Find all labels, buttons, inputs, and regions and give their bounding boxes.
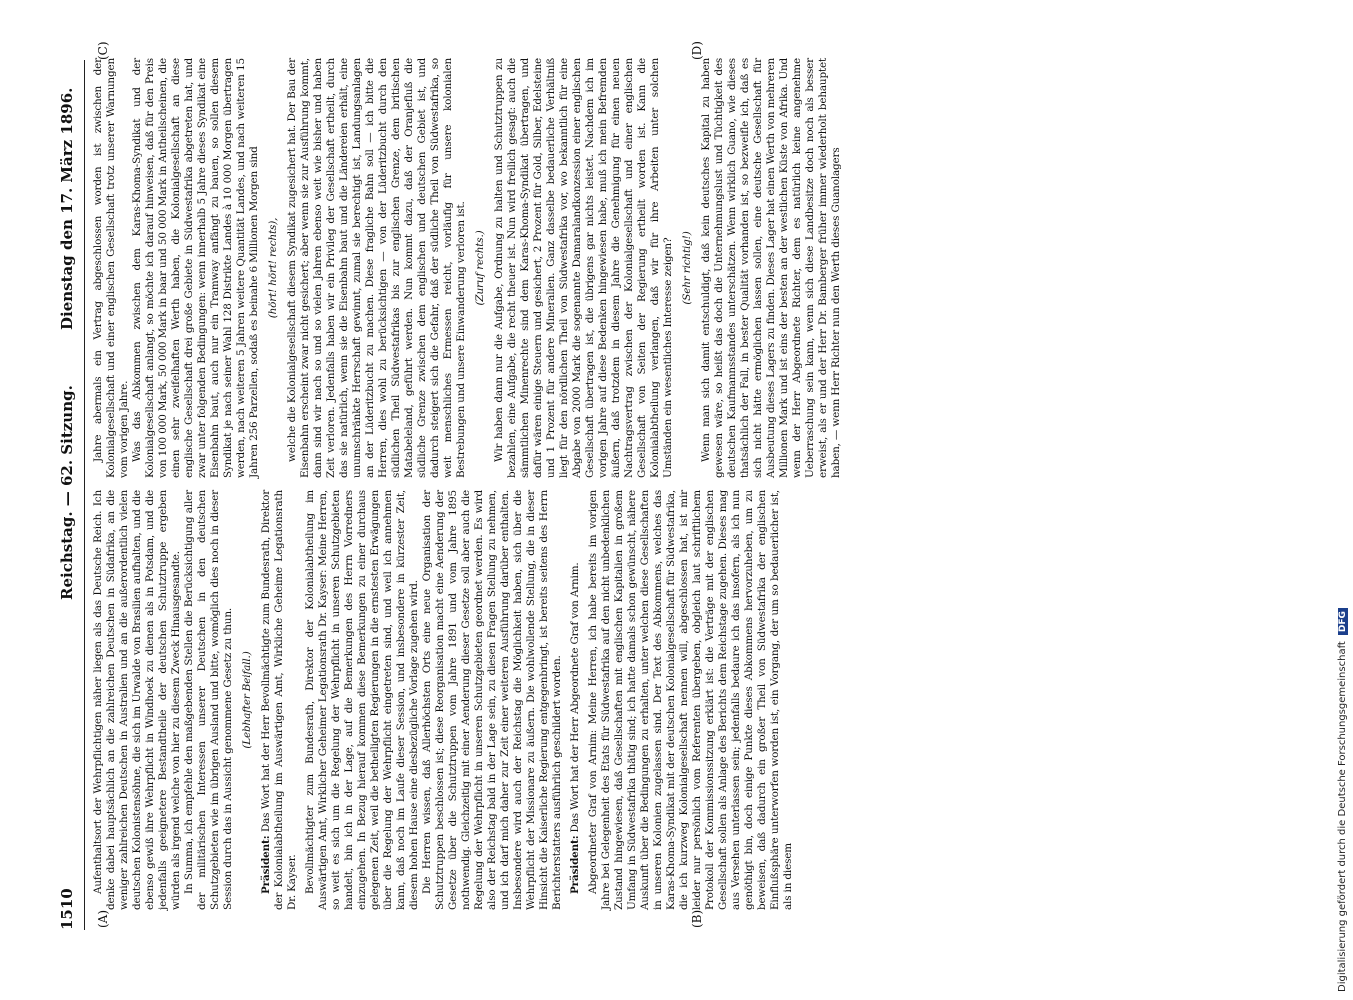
- interjection: (hört! hört! rechts),: [267, 217, 279, 319]
- digitization-credit: [1337, 7, 1351, 992]
- dfg-logo: DFG: [1338, 608, 1348, 635]
- margin-letter-b: (B): [690, 909, 704, 928]
- speaker-paragraph: [260, 490, 299, 910]
- text-paragraph: Die Herren wissen, daß Allerhöchsten Orts eine neue Organisation der Schutztruppen beschlossen ist; diese Reorganisation macht eine Aenderung der Gesetze über die Schutztruppen vom Jahre 1891 und vom Jahre 1895 nothwendig. Gleichzeitig mit einer Aenderung dieser Gesetze soll aber auch die Regelung der Wehrpflicht in unseren Schutzgebieten geordnet werden. Es wird also der Reichstag bald in der Lage sein, zu diesen Fragen Stellung zu nehmen, und ich darf mich daher zur Zeit einer weiteren Ausführung darüber enthalten. Insbesondere wird auch der Reichstag die Möglichkeit haben, sich über die Wehrpflicht der Missionare zu äußern. Die wohlwollende Stellung, die in dieser Hinsicht die Kaiserliche Regierung entgegenbringt, ist bereits seitens des Herrn Berichterstatters ausführlich geschildert worden.: [421, 490, 563, 910]
- interjection: (Lebhafter Beifall.): [241, 651, 253, 749]
- left-text-column: [92, 490, 795, 910]
- text-paragraph: In Summa, ich empfehle den maßgebenden Stellen die Berücksichtigung aller der militärischen Interessen unserer Deutschen in den deutschen Schutzgebieten wie im übrigen Ausland und bitte, womöglich dies noch in dieser Session durch das in Aussicht genommene Gesetz zu thun.: [183, 490, 234, 910]
- text-paragraph: welche die Kolonialgesellschaft diesem Syndikat zugesichert hat. Der Bau der Eisenbahn erscheint zwar nicht gesichert; aber wenn sie zur Ausführung kommt, dann sind wir nach so und so vielen Jahren ebenso weit wie bisher und haben Zeit verloren. Jedenfalls haben wir ein Privileg der Gesellschaft ertheilt, durch das sie natürlich, wenn sie die Eisenbahn baut und die Ländereien erhält, eine unumschränkte Herrschaft gewinnt, zumal sie berechtigt ist, Landungsanlagen an der Lüderitzbucht zu machen. Diese fragliche Bahn soll — ich bitte die Herren, dies wohl zu berücksichtigen — von der Lüderitzbucht durch den südlichen Theil Südwestafrikas bis zur englischen Grenze, dem britischen Matabeleland, geführt werden. Nun kommt dazu, daß der Oranjefluß die südliche Grenze zwischen dem englischen und deutschen Gebiet ist, und dadurch steigert sich die Gefahr, daß der südliche Theil von Südwestafrika, so weit menschliches Ermessen reicht, vorläufig für unsere kolonialen Bestrebungen und unsere Einwanderung verloren ist.: [286, 58, 467, 478]
- credit-text: Digitalisierung gefördert durch die Deutsche Forschungsgemeinschaft: [1337, 641, 1348, 992]
- speech-text: Das Wort hat der Herr Bevollmächtigte zum Bundesrath, Direktor der Kolonialabtheilung im Auswärtigen Amt, Wirkliche Geheime Legationsrath Dr. Kayser.: [260, 489, 298, 910]
- speaker-paragraph: [304, 490, 421, 910]
- interjection: (Sehr richtig!): [681, 231, 693, 305]
- text-paragraph: Wenn man sich damit entschuldigt, daß kein deutsches Kapital zu haben gewesen wäre, so heißt das doch die Unternehmungslust und Tüchtigkeit des deutschen Kaufmannsstandes unterschätzen. Wenn wirklich Guano, wie dieses thatsächlich der Fall, in bester Qualität vorhanden ist, so bezweifle ich, daß es sich nicht hätte ermöglichen lassen sollen, eine deutsche Gesellschaft für Ausbeutung dieses Lagers zu finden. Dieses Lager hat einen Werth von mehreren Millionen Mark und ist eins der besten an der westlichen Küste von Afrika. Und wenn der Herr Abgeordnete Richter, dem es natürlich keine angenehme Ueberraschung sein kann, wenn sich diese Landbesitze doch noch als besser erweist, als er und der Herr Dr. Bamberger früher immer wiederholt behauptet haben, — wenn Herr Richter nun den Werth dieses Guanolagers: [700, 58, 842, 478]
- session-date: Dienstag den 17. März 1896.: [58, 87, 76, 330]
- text-paragraph: Wir haben dann nur die Aufgabe, Ordnung zu halten und Schutztruppen zu bezahlen, eine Aufgabe, die recht theuer ist. Nun wird freilich gesagt: auch die sämmtlichen Minenrechte sind dem Karas-Khoma-Syndikat übertragen, und dafür wären einige Steuern und gesichert, 2 Prozent für Gold, Silber, Edelsteine und 1 Prozent für andere Mineralien. Ganz dasselbe bedauerliche Verhältniß liegt für den nördlichen Theil von Südwestafrika vor, wo bekanntlich für eine Abgabe von 2000 Mark die sogenannte Damaralandkonzession einer englischen Gesellschaft übertragen ist, die übrigens gar nichts leistet. Nachdem ich im vorigen Jahre auf diese Bedenken hingewiesen habe, muß ich mein Befremden äußern, daß trotzdem in diesem Jahre die Genehmigung für einen neuen Nachtragsvertrag zwischen der Kolonialgesellschaft und einer englischen Gesellschaft von Seiten der Regierung ertheilt worden ist. Kann die Kolonialabtheilung verlangen, daß wir für ihre Arbeiten unter solchen Umständen ein wesentliches Interesse zeigen?: [493, 58, 674, 478]
- speech-text: Das Wort hat der Herr Abgeordnete Graf von Arnim.: [569, 562, 581, 833]
- interjection: (Zuruf rechts.): [474, 230, 486, 306]
- header-rule: [84, 60, 85, 930]
- speaker-label: Präsident:: [569, 835, 581, 894]
- speech-text: Bevollmächtigter zum Bundesrath, Direktor der Kolonialabtheilung im Auswärtigen Amt, Wirklicher Geheimer Legationsrath Dr. Kayser: Meine Herren, so weit es sich um die Regelung der Wehrpflicht in unseren Schutzgebieten handelt, bin ich in der Lage, auf die Bemerkungen des Herrn Vorredners einzugehen. In Bezug hierauf kommen diese Bemerkungen zu einer durchaus gelegenen Zeit, weil die betheiligten Regierungen in die ernstesten Erwägungen über die Regelung der Wehrpflicht eingetreten sind, und weil ich annehmen kann, daß noch im Laufe dieser Session, und insbesondere in kürzester Zeit, diesem hohen Hause eine diesbezügliche Vorlage zugehen wird.: [304, 490, 420, 910]
- page-header: [58, 60, 82, 930]
- text-paragraph: Aufenthaltsort der Wehrpflichtigen näher liegen als das Deutsche Reich. Ich denke dabei hauptsächlich an die zahlreichen Deutschen in Südafrika, an die weniger zahlreichen Deutschen in Australien und an die außerordentlich vielen deutschen Kolonistensöhne, die sich im Urwalde von Brasilien aufhalten, und die ebenso gewiß ihre Wehrpflicht in Windhoek zu dienen als in Potsdam, und die jedenfalls geeignetere Bestandtheile der deutschen Schutztruppe ergeben würden als irgend welche von hier zu diesem Zweck Hinausgesandte.: [92, 490, 182, 910]
- session-title: Reichstag. — 62. Sitzung.: [58, 385, 76, 600]
- right-text-column: [92, 58, 843, 478]
- margin-letter-d: (D): [690, 41, 704, 60]
- speaker-paragraph: [587, 490, 795, 910]
- text-paragraph: Was das Abkommen zwischen dem Karas-Khoma-Syndikat und der Kolonialgesellschaft anlangt, so möchte ich darauf hinweisen, daß für den Preis von 100 000 Mark, 50 000 Mark in baar und 50 000 Mark in Antheilscheinen, die einen sehr zweifelhaften Werth haben, die Kolonialgesellschaft an diese englische Gesellschaft drei große Gebiete in Südwestafrika abgetreten hat, und zwar unter folgenden Bedingungen: wenn innerhalb 5 Jahre dieses Syndikat eine Eisenbahn baut, auch nur ein Tramway anfängt zu bauen, so sollen diesem Syndikat je nach seiner Wahl 128 Distrikte Landes à 10 000 Morgen übertragen werden, nach weiteren 5 Jahren weitere Quantität Landes, und nach weiteren 15 Jahren 256 Parzellen, sodaß es beinahe 6 Millionen Morgen sind: [131, 58, 260, 478]
- page-number: 1510: [58, 888, 76, 930]
- speaker-label: Präsident:: [260, 835, 272, 894]
- margin-letter-a: (A): [96, 909, 110, 928]
- text-paragraph: Jahre abermals ein Vertrag abgeschlossen worden ist zwischen der Kolonialgesellschaft und einer englischen Gesellschaft trotz unserer Warnungen vom vorigen Jahre.: [92, 58, 130, 478]
- speech-text: Abgeordneter Graf von Arnim: Meine Herren, ich habe bereits im vorigen Jahre bei Gelegenheit des Etats für Südwestafrika auf den nicht unbedenklichen Zustand hingewiesen, daß Gesellschaften mit englischen Kapitalien in großem Umfang in Südwestafrika thätig sind; ich hatte damals schon gewünscht, nähere Auskunft über die Bedingungen zu erhalten, unter welchen diese Gesellschaften in unseren Kolonien zugelassen sind. Der Text des Abkommens, welches das Karas-Khoma-Syndikat mit der deutschen Kolonialgesellschaft für Südwestafrika, die ich kurzweg Kolonialgesellschaft nennen will, abgeschlossen hat, ist mir leider nur persönlich vom Referenten übergeben, obgleich laut schriftlichem Protokoll der Kommissionssitzung erklärt ist: die Verträge mit der englischen Gesellschaft sollen als Anlage des Berichts dem Reichstage zugehen. Dieses mag aus Versehen unterlassen sein; jedenfalls bedaure ich das insofern, als ich nun genöthigt bin, doch einige Punkte dieses Abkommens hervorzuheben, um zu beweisen, daß dadurch ein großer Theil von Südwestafrika der englischen Einflußsphäre unterworfen worden ist, ein Vorgang, der um so bedauerlicher ist, als in diesem: [587, 490, 794, 910]
- speaker-paragraph: [569, 490, 582, 910]
- margin-letter-c: (C): [96, 41, 110, 60]
